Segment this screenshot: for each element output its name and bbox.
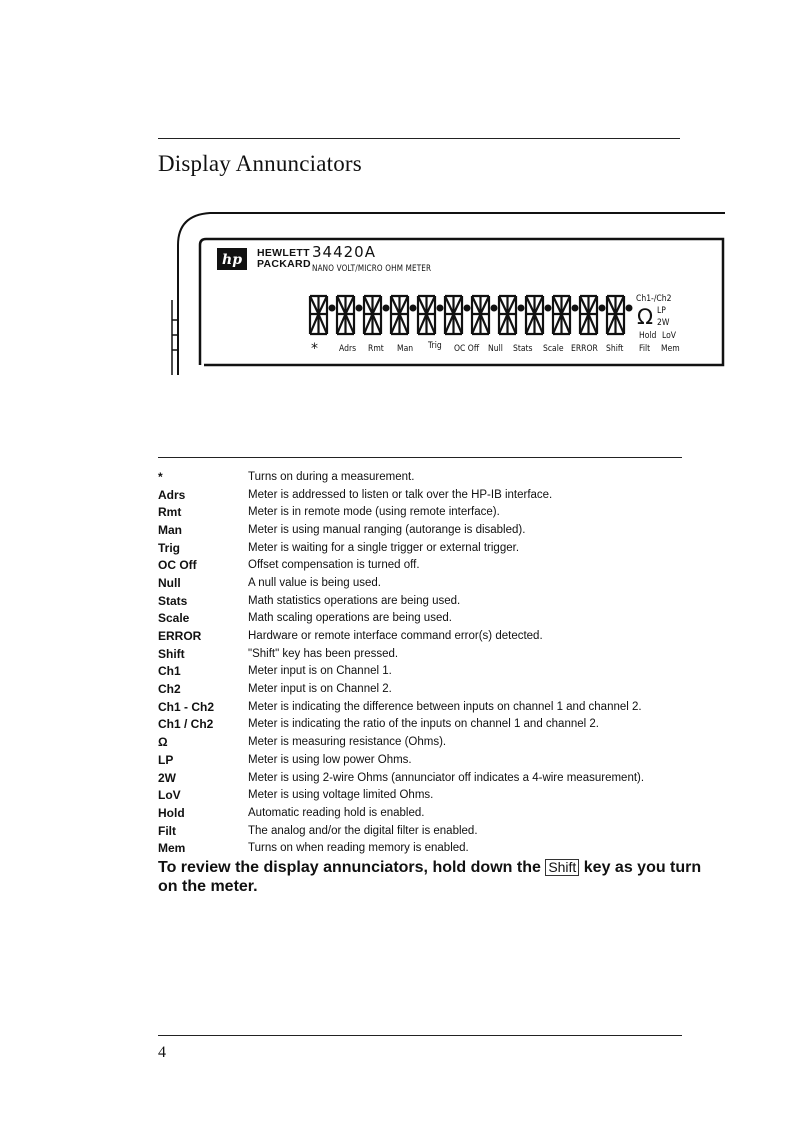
segment-digit bbox=[607, 296, 631, 334]
annunciator-description: Automatic reading hold is enabled. bbox=[248, 806, 425, 819]
annunciator-description: Math statistics operations are being used. bbox=[248, 594, 461, 607]
annunciator-term: Mem bbox=[158, 841, 186, 856]
annunciator-row bbox=[158, 804, 698, 822]
annunciator-term: Ω bbox=[158, 735, 168, 750]
tip-text-before: To review the display annunciators, hold down the bbox=[158, 859, 541, 876]
annunciator-adrs: Adrs bbox=[339, 344, 357, 354]
segment-digit bbox=[418, 296, 442, 334]
segment-digit bbox=[364, 296, 388, 334]
annunciator-description: Meter is using low power Ohms. bbox=[248, 753, 412, 766]
annunciator-term: LP bbox=[158, 752, 174, 767]
page-title: Display Annunciators bbox=[158, 151, 362, 176]
segment-digit bbox=[391, 296, 415, 334]
annunciator-term: 2W bbox=[158, 770, 176, 785]
annunciator-term: Ch1 bbox=[158, 664, 181, 679]
review-tip bbox=[158, 858, 718, 896]
annunciator-table bbox=[158, 468, 698, 857]
segment-digit bbox=[526, 296, 550, 334]
annunciator-description: The analog and/or the digital filter is enabled. bbox=[248, 824, 478, 837]
annunciator-description: Meter is indicating the difference between inputs on channel 1 and channel 2. bbox=[248, 700, 642, 713]
top-rule bbox=[158, 138, 680, 139]
annunciator-row bbox=[158, 716, 698, 734]
annunciator-description: "Shift" key has been pressed. bbox=[248, 647, 399, 660]
annunciator-lov: LoV bbox=[662, 331, 677, 341]
annunciator-filt: Filt bbox=[639, 344, 651, 354]
segment-digit bbox=[310, 296, 334, 334]
annunciator-null: Null bbox=[488, 344, 503, 354]
page-number: 4 bbox=[158, 1044, 166, 1061]
segment-digit bbox=[580, 296, 604, 334]
annunciator-trig: Trig bbox=[428, 341, 442, 351]
annunciator-description: Meter is in remote mode (using remote interface). bbox=[248, 506, 500, 519]
annunciator-term: Ch1 / Ch2 bbox=[158, 717, 214, 732]
segment-digits bbox=[308, 294, 638, 342]
annunciator-term: Shift bbox=[158, 646, 185, 661]
annunciator-description: Meter is addressed to listen or talk over the HP-IB interface. bbox=[248, 488, 553, 501]
annunciator-row bbox=[158, 663, 698, 681]
annunciator-description: Meter is using manual ranging (autorange is disabled). bbox=[248, 523, 526, 536]
annunciator-description: Meter is using 2-wire Ohms (annunciator off indicates a 4-wire measurement). bbox=[248, 771, 645, 784]
annunciator-star: * bbox=[311, 341, 318, 357]
model-subtitle: NANO VOLT/MICRO OHM METER bbox=[312, 264, 432, 274]
annunciator-term: LoV bbox=[158, 788, 181, 803]
brand-line-1: HEWLETT bbox=[257, 247, 310, 259]
annunciator-term: Ch1 - Ch2 bbox=[158, 699, 215, 714]
segment-digit bbox=[472, 296, 496, 334]
annunciator-description: Math scaling operations are being used. bbox=[248, 612, 452, 625]
annunciator-row bbox=[158, 503, 698, 521]
tip-text-after: key as you turn on the meter. bbox=[158, 859, 702, 895]
annunciator-description: Turns on when reading memory is enabled. bbox=[248, 842, 469, 855]
annunciator-ohm: Ω bbox=[637, 305, 654, 329]
annunciator-description: A null value is being used. bbox=[248, 576, 381, 589]
annunciator-description: Meter is waiting for a single trigger or external trigger. bbox=[248, 541, 520, 554]
annunciator-shift: Shift bbox=[606, 344, 624, 354]
shift-key: Shift bbox=[545, 859, 579, 876]
annunciator-row bbox=[158, 698, 698, 716]
annunciator-rmt: Rmt bbox=[368, 344, 384, 354]
annunciator-man: Man bbox=[397, 344, 414, 354]
annunciator-row bbox=[158, 556, 698, 574]
annunciator-ch: Ch1-/Ch2 bbox=[636, 294, 672, 304]
table-top-rule bbox=[158, 457, 682, 458]
annunciator-description: Offset compensation is turned off. bbox=[248, 559, 420, 572]
annunciator-hold: Hold bbox=[639, 331, 657, 341]
annunciator-term: Scale bbox=[158, 611, 190, 626]
annunciator-mem: Mem bbox=[661, 344, 680, 354]
annunciator-term: Filt bbox=[158, 823, 176, 838]
annunciator-term: Stats bbox=[158, 593, 188, 608]
annunciator-row bbox=[158, 733, 698, 751]
svg-text:hp: hp bbox=[222, 252, 242, 268]
segment-digit bbox=[553, 296, 577, 334]
annunciator-row bbox=[158, 574, 698, 592]
annunciator-description: Hardware or remote interface command error(s) detected. bbox=[248, 630, 543, 643]
annunciator-2w: 2W bbox=[657, 318, 670, 328]
annunciator-row bbox=[158, 468, 698, 486]
annunciator-ocoff: OC Off bbox=[454, 344, 480, 354]
annunciator-term: Adrs bbox=[158, 487, 186, 502]
annunciator-row bbox=[158, 627, 698, 645]
annunciator-row bbox=[158, 839, 698, 857]
annunciator-description: Meter is measuring resistance (Ohms). bbox=[248, 736, 447, 749]
annunciator-row bbox=[158, 786, 698, 804]
annunciator-stats: Stats bbox=[513, 344, 533, 354]
model-number: 34420A bbox=[312, 243, 376, 261]
annunciator-error: ERROR bbox=[571, 344, 598, 354]
annunciator-term: Hold bbox=[158, 805, 185, 820]
annunciator-term: * bbox=[158, 469, 163, 484]
annunciator-description: Meter input is on Channel 1. bbox=[248, 665, 392, 678]
bottom-rule bbox=[158, 1035, 682, 1036]
annunciator-row bbox=[158, 751, 698, 769]
annunciator-lp: LP bbox=[657, 306, 666, 316]
annunciator-row bbox=[158, 539, 698, 557]
annunciator-term: Ch2 bbox=[158, 682, 181, 697]
annunciator-row bbox=[158, 822, 698, 840]
annunciator-description: Meter is using voltage limited Ohms. bbox=[248, 789, 434, 802]
segment-digit bbox=[445, 296, 469, 334]
annunciator-row bbox=[158, 486, 698, 504]
annunciator-term: ERROR bbox=[158, 629, 202, 644]
annunciator-description: Meter input is on Channel 2. bbox=[248, 683, 392, 696]
annunciator-row bbox=[158, 769, 698, 787]
annunciator-description: Meter is indicating the ratio of the inputs on channel 1 and channel 2. bbox=[248, 718, 599, 731]
annunciator-term: Man bbox=[158, 522, 182, 537]
annunciator-row bbox=[158, 610, 698, 628]
annunciator-description: Turns on during a measurement. bbox=[248, 470, 415, 483]
annunciator-row bbox=[158, 521, 698, 539]
annunciator-term: Null bbox=[158, 575, 181, 590]
annunciator-row bbox=[158, 592, 698, 610]
annunciator-scale: Scale bbox=[543, 344, 564, 354]
brand-line-2: PACKARD bbox=[257, 258, 311, 270]
segment-digit bbox=[337, 296, 361, 334]
segment-digit bbox=[499, 296, 523, 334]
annunciator-term: Rmt bbox=[158, 505, 182, 520]
annunciator-term: Trig bbox=[158, 540, 181, 555]
annunciator-row bbox=[158, 645, 698, 663]
annunciator-row bbox=[158, 680, 698, 698]
annunciator-term: OC Off bbox=[158, 558, 197, 573]
